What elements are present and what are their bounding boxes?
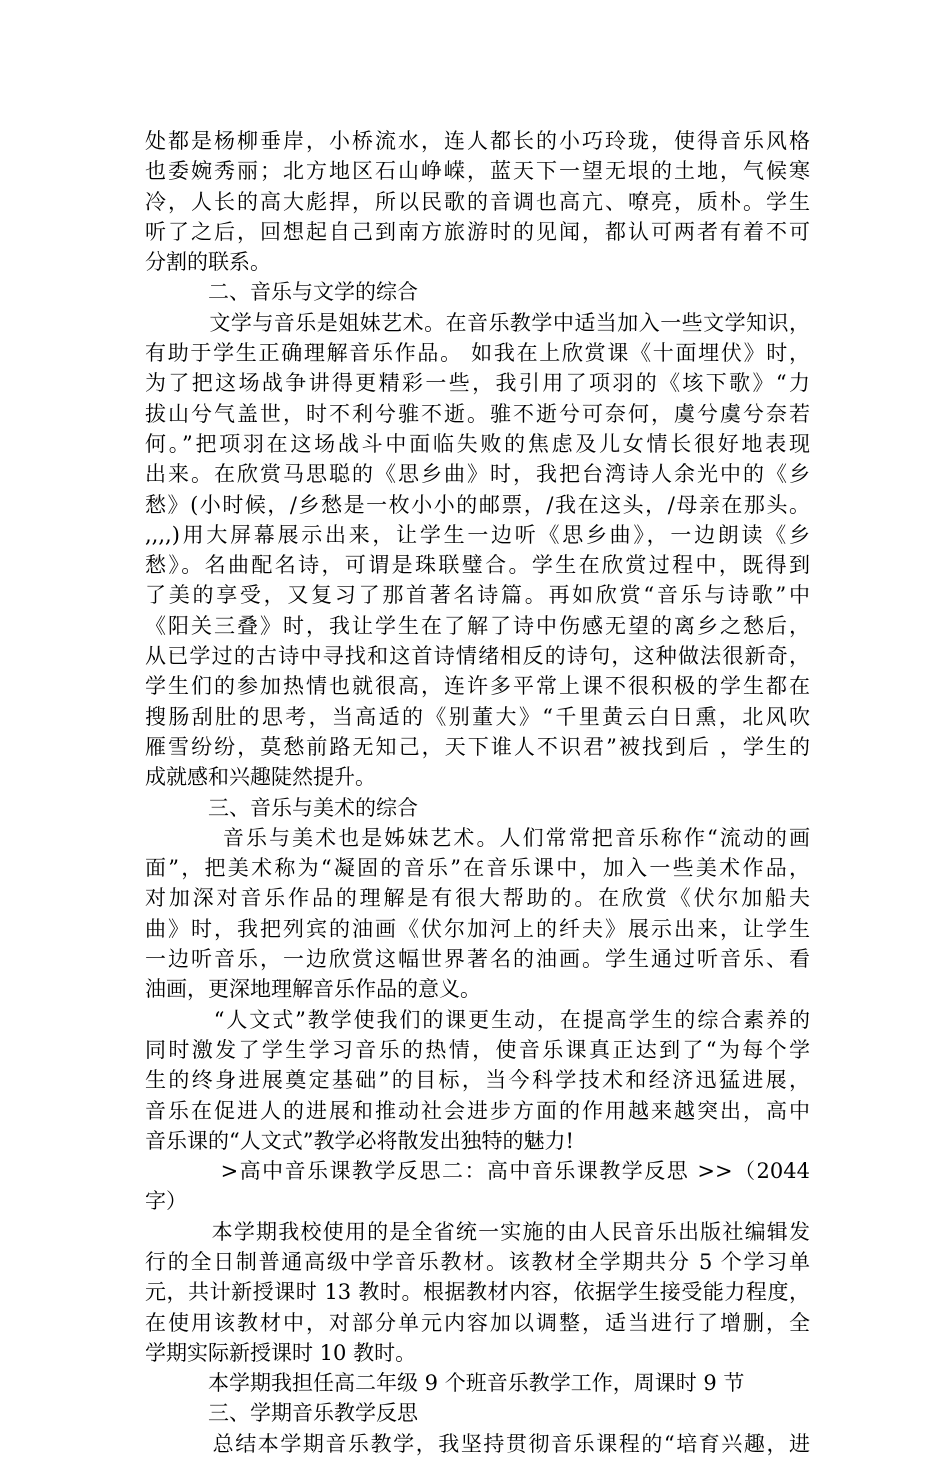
text-line: 也委婉秀丽；北方地区石山峥嵘，蓝天下一望无垠的土地，气候寒: [145, 159, 810, 184]
text-line: 生的终身进展奠定基础”的目标，当今科学技术和经济迅猛进展，: [145, 1068, 810, 1093]
section-heading: 三、音乐与美术的综合: [145, 795, 418, 820]
text-line: 学生们的参加热情也就很高，连许多平常上课不很积极的学生都在: [145, 674, 810, 699]
text-line: 音乐课的“人文式”教学必将散发出独特的魅力!: [145, 1128, 574, 1153]
text-line: 曲》时，我把列宾的油画《伏尔加河上的纤夫》展示出来，让学生: [145, 916, 810, 941]
text-line: 学期实际新授课时 10 教时。: [145, 1340, 417, 1365]
text-line: 同时激发了学生学习音乐的热情，使音乐课真正达到了“为每个学: [145, 1037, 810, 1062]
text-line: 面”，把美术称为“凝固的音乐”在音乐课中，加入一些美术作品，: [145, 856, 810, 881]
article-link-line: >高中音乐课教学反思二：高中音乐课教学反思 >>（2044: [145, 1159, 810, 1184]
text-line: 元，共计新授课时 13 教时。根据教材内容，依据学生接受能力程度，: [145, 1280, 810, 1305]
text-line: 成就感和兴趣陡然提升。: [145, 765, 376, 790]
section-heading: 三、学期音乐教学反思: [145, 1401, 418, 1426]
text-line: 搜肠刮肚的思考，当高适的《别董大》“千里黄云白日熏，北风吹: [145, 704, 810, 729]
text-line: 为了把这场战争讲得更精彩一些，我引用了项羽的《垓下歌》“力: [145, 371, 810, 396]
text-line: 文学与音乐是姐妹艺术。在音乐教学中适当加入一些文学知识，: [145, 310, 810, 335]
text-line: 音乐与美术也是姊妹艺术。人们常常把音乐称作“流动的画: [145, 825, 810, 850]
text-line: 处都是杨柳垂岸，小桥流水，连人都长的小巧玲珑，使得音乐风格: [145, 129, 810, 153]
text-line: 一边听音乐，一边欣赏这幅世界著名的油画。学生通过听音乐、看: [145, 947, 810, 972]
section-heading: 二、音乐与文学的综合: [145, 280, 418, 305]
text-line: 有助于学生正确理解音乐作品。 如我在上欣赏课《十面埋伏》时，: [145, 341, 810, 366]
text-line: “人文式”教学使我们的课更生动，在提高学生的综合素养的: [145, 1007, 810, 1032]
text-line: 在使用该教材中，对部分单元内容加以调整，适当进行了增删，全: [145, 1310, 810, 1335]
text-line: 油画，更深地理解音乐作品的意义。: [145, 977, 481, 1002]
text-line: 愁》(小时候，/乡愁是一枚小小的邮票，/我在这头，/母亲在那头。: [145, 492, 810, 517]
text-line: 本学期我校使用的是全省统一实施的由人民音乐出版社编辑发: [145, 1219, 810, 1244]
text-line: 愁》。名曲配名诗，可谓是珠联璧合。学生在欣赏过程中，既得到: [145, 553, 810, 578]
text-line: 了美的享受，又复习了那首著名诗篇。再如欣赏“音乐与诗歌”中: [145, 583, 810, 608]
text-line: 总结本学期音乐教学，我坚持贯彻音乐课程的“培育兴趣，进: [145, 1431, 810, 1456]
text-line: 从已学过的古诗中寻找和这首诗情绪相反的诗句，这种做法很新奇，: [145, 644, 810, 669]
text-line: 拔山兮气盖世，时不利兮骓不逝。骓不逝兮可奈何，虞兮虞兮奈若: [145, 401, 810, 426]
text-line: 分割的联系。: [145, 250, 271, 275]
document-body: [145, 126, 810, 1459]
text-line: 《阳关三叠》时，我让学生在了解了诗中伤感无望的离乡之愁后，: [145, 613, 810, 638]
text-line: ,,,,)用大屏幕展示出来，让学生一边听《思乡曲》，一边朗读《乡: [145, 522, 810, 547]
text-line: 出来。在欣赏马思聪的《思乡曲》时，我把台湾诗人余光中的《乡: [145, 462, 810, 487]
text-line: 对加深对音乐作品的理解是有很大帮助的。在欣赏《伏尔加船夫: [145, 886, 810, 911]
text-line: 音乐在促进人的进展和推动社会进步方面的作用越来越突出，高中: [145, 1098, 810, 1123]
text-line: 冷，人长的高大彪捍，所以民歌的音调也高亢、嘹亮，质朴。学生: [145, 189, 810, 214]
text-line: 字）: [145, 1189, 187, 1214]
text-line: 雁雪纷纷，莫愁前路无知己，天下谁人不识君”被找到后 ，学生的: [145, 734, 810, 759]
text-line: 何。”把项羽在这场战斗中面临失败的焦虑及儿女情长很好地表现: [145, 431, 810, 456]
text-line: 本学期我担任高二年级 9 个班音乐教学工作，周课时 9 节: [145, 1371, 745, 1396]
text-line: 听了之后，回想起自己到南方旅游时的见闻，都认可两者有着不可: [145, 219, 810, 244]
text-line: 行的全日制普通高级中学音乐教材。该教材全学期共分 5 个学习单: [145, 1249, 810, 1274]
